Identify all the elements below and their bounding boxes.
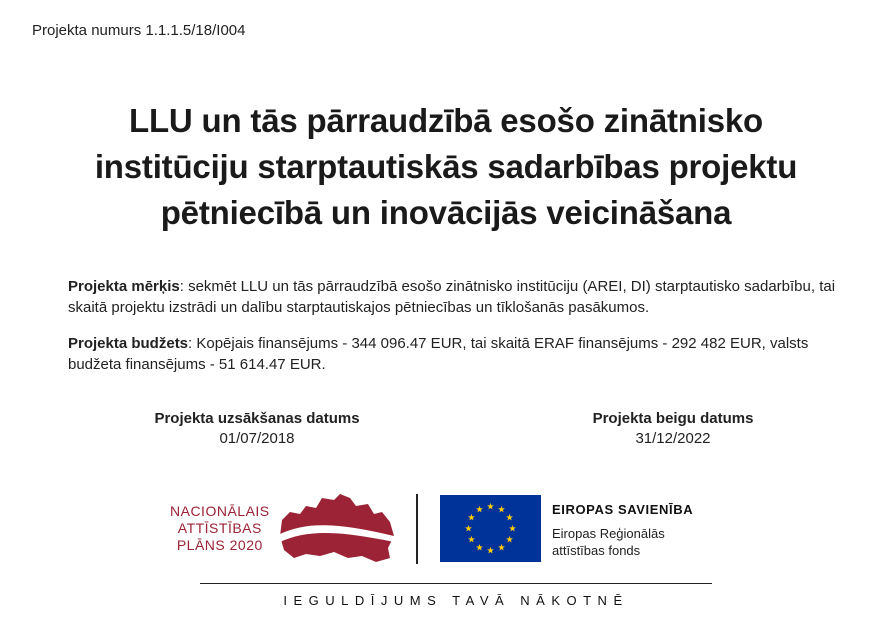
project-budget	[68, 333, 838, 375]
eu-star-icon	[498, 544, 505, 551]
title-line-3: pētniecībā un inovācijās veicināšana	[160, 194, 732, 231]
title-line-1: LLU un tās pārraudzībā esošo zinātnisko	[129, 102, 763, 139]
eu-star-icon	[468, 536, 475, 543]
nap-logo-text	[170, 503, 270, 554]
eu-title: EIROPAS SAVIENĪBA	[552, 502, 694, 517]
eu-star-icon	[476, 544, 483, 551]
start-date-value: 01/07/2018	[219, 430, 295, 447]
project-goal-text: : sekmēt LLU un tās pārraudzībā esošo zinātnisko institūciju (AREI, DI) starptautisko sadarbību, tai skaitā projektu izstrādi un dalību starptautiskajos pētniecības un tīklošanās pasākumos.	[68, 278, 836, 316]
title-line-2: institūciju starptautiskās sadarbības projektu	[94, 148, 798, 185]
eu-fund-line-2: attīstības fonds	[552, 543, 641, 558]
project-budget-text: : Kopējais finansējums - 344 096.47 EUR, tai skaitā ERAF finansējums - 292 482 EUR, valsts budžeta finansējums - 51 614.47 EUR.	[68, 335, 809, 373]
project-number: Projekta numurs 1.1.1.5/18/I004	[32, 22, 246, 39]
logo-divider	[416, 494, 418, 564]
eu-star-icon	[487, 547, 494, 554]
end-date-value: 31/12/2022	[635, 430, 711, 447]
eu-star-icon	[506, 514, 513, 521]
eu-fund-name	[552, 525, 665, 559]
project-budget-label: Projekta budžets	[68, 335, 189, 352]
nap-line-1: NACIONĀLAIS	[170, 503, 270, 519]
eu-star-icon	[487, 503, 494, 510]
end-date-block	[553, 409, 793, 449]
page-title	[40, 98, 852, 236]
footer-slogan: IEGULDĪJUMS TAVĀ NĀKOTNĒ	[283, 593, 629, 608]
eu-star-icon	[476, 506, 483, 513]
end-date-label: Projekta beigu datums	[592, 410, 754, 427]
eu-star-icon	[468, 514, 475, 521]
latvia-map-icon	[276, 492, 398, 564]
eu-flag-icon	[440, 495, 541, 562]
project-goal	[68, 276, 838, 318]
nap-line-2: ATTĪSTĪBAS	[177, 520, 262, 536]
start-date-label: Projekta uzsākšanas datums	[154, 410, 360, 427]
start-date-block	[137, 409, 377, 449]
eu-star-icon	[506, 536, 513, 543]
eu-star-icon	[498, 506, 505, 513]
eu-star-icon	[509, 525, 516, 532]
eu-star-icon	[465, 525, 472, 532]
project-goal-label: Projekta mērķis	[68, 278, 180, 295]
footer-divider	[200, 583, 712, 584]
nap-line-3: PLĀNS 2020	[176, 537, 263, 553]
eu-fund-line-1: Eiropas Reģionālās	[552, 526, 665, 541]
